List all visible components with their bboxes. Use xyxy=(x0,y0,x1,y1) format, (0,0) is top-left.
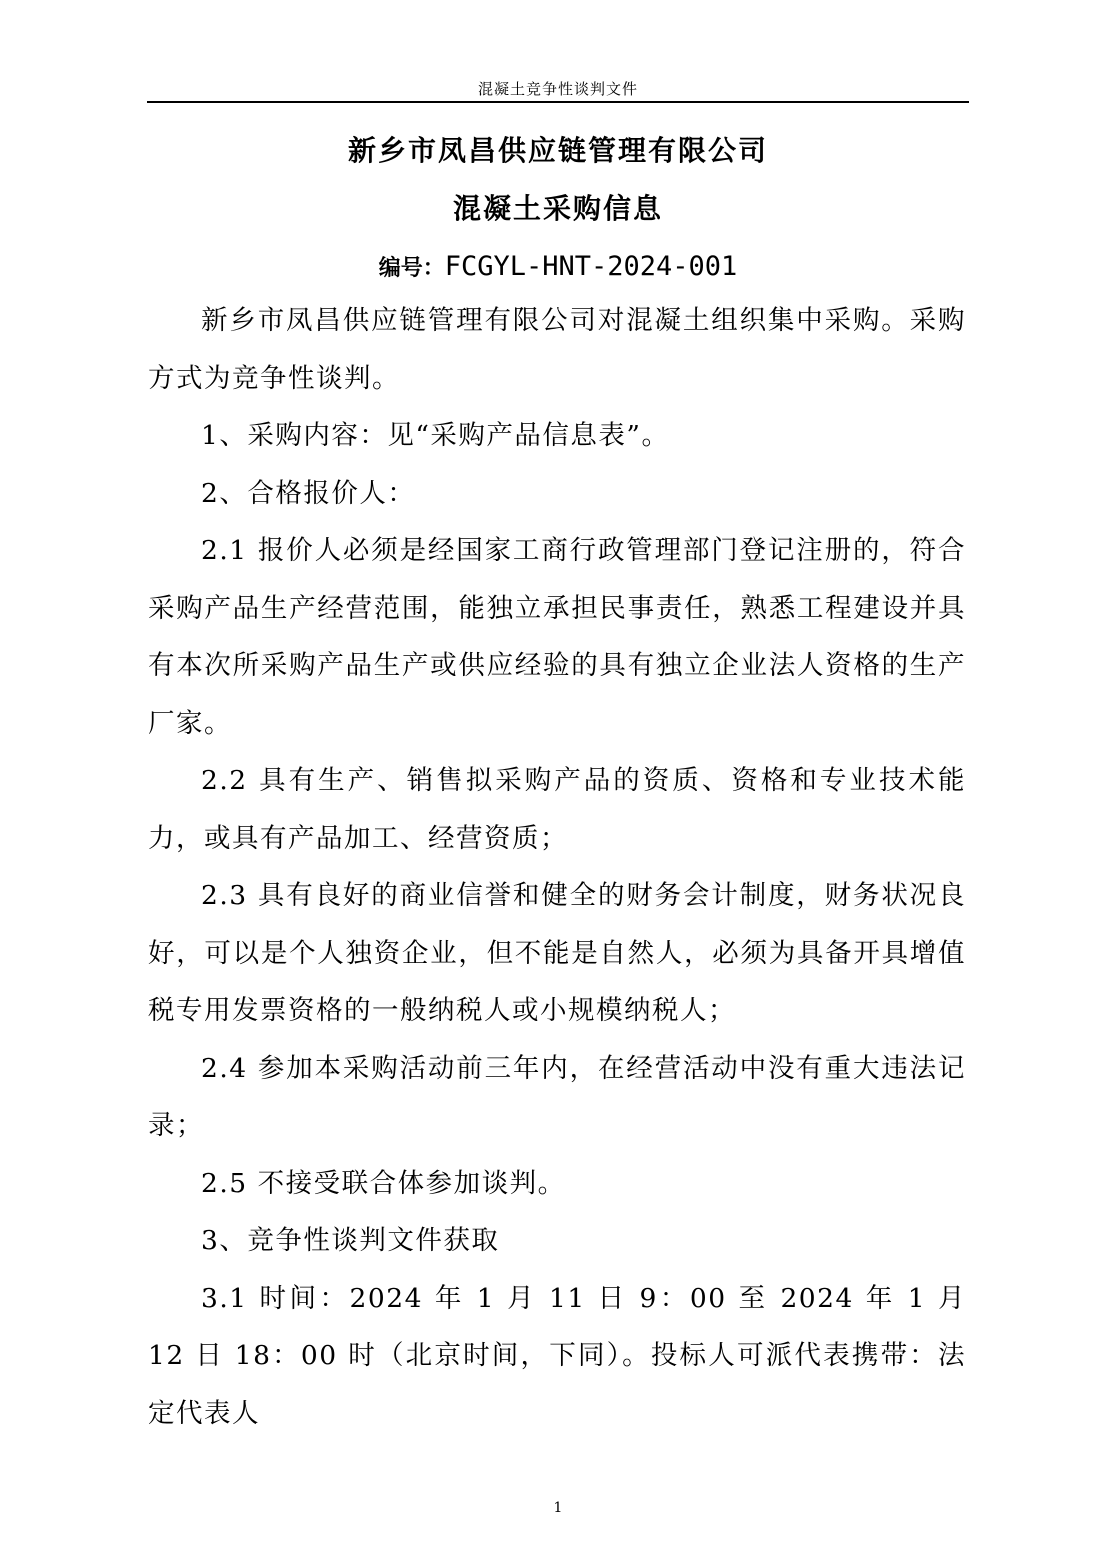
header-rule xyxy=(147,101,969,103)
document-number xyxy=(147,249,969,287)
clause-2-2: 2.2 具有生产、销售拟采购产品的资质、资格和专业技术能力，或具有产品加工、经营资质； xyxy=(148,765,966,854)
clause-2-5: 2.5 不接受联合体参加谈判。 xyxy=(201,1167,566,1199)
page-number: 1 xyxy=(553,1500,563,1516)
section-1-content: 1、采购内容：见“采购产品信息表”。 xyxy=(201,420,670,451)
intro-paragraph: 新乡市凤昌供应链管理有限公司对混凝土组织集中采购。采购方式为竞争性谈判。 xyxy=(148,305,966,394)
section-3-heading: 3、竞争性谈判文件获取 xyxy=(201,1225,500,1256)
running-header: 混凝土竞争性谈判文件 xyxy=(477,80,638,98)
document-number-value: FCGYL-HNT-2024-001 xyxy=(444,251,738,282)
section-2-heading: 2、合格报价人： xyxy=(201,477,416,509)
company-title: 新乡市凤昌供应链管理有限公司 xyxy=(347,134,768,167)
clause-2-1: 2.1 报价人必须是经国家工商行政管理部门登记注册的，符合采购产品生产经营范围，能独立承担民事责任，熟悉工程建设并具有本次所采购产品生产或供应经验的具有独立企业法人资格的生产厂家。 xyxy=(148,535,966,739)
clause-3-1: 3.1 时间：2024 年 1 月 11 日 9：00 至 2024 年 1 月 12 日 18：00 时（北京时间，下同）。投标人可派代表携带：法定代表人 xyxy=(148,1282,966,1429)
document-number-label: 编号： xyxy=(378,256,445,281)
document-subject: 混凝土采购信息 xyxy=(452,192,663,225)
clause-2-4: 2.4 参加本采购活动前三年内，在经营活动中没有重大违法记录； xyxy=(148,1052,966,1141)
document-body xyxy=(148,292,966,1442)
clause-2-3: 2.3 具有良好的商业信誉和健全的财务会计制度，财务状况良好，可以是个人独资企业，但不能是自然人，必须为具备开具增值税专用发票资格的一般纳税人或小规模纳税人； xyxy=(148,880,966,1026)
